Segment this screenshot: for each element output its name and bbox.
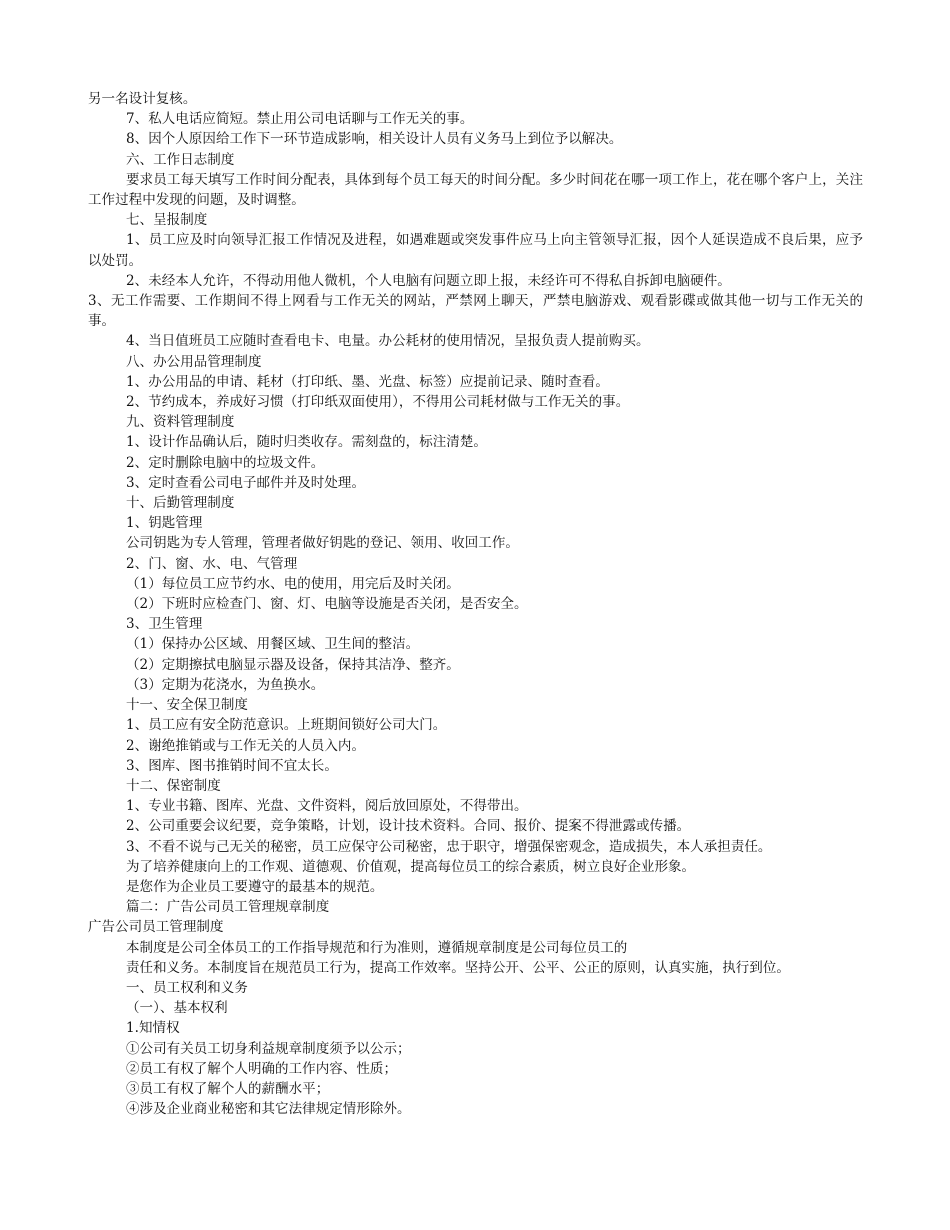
text-line: （1）每位员工应节约水、电的使用，用完后及时关闭。 xyxy=(126,575,460,592)
text-line: 8、因个人原因给工作下一环节造成影响，相关设计人员有义务马上到位予以解决。 xyxy=(126,131,623,148)
text-line: 2、定时删除电脑中的垃圾文件。 xyxy=(126,454,325,471)
text-line: 十、后勤管理制度 xyxy=(126,495,235,512)
text-line: ③员工有权了解个人的薪酬水平； xyxy=(126,1080,330,1097)
document-body xyxy=(88,89,863,1119)
text-line: （一）、基本权利 xyxy=(126,1000,228,1017)
text-line: 六、工作日志制度 xyxy=(126,151,235,168)
text-line: 十二、保密制度 xyxy=(126,777,221,794)
text-line: 2、未经本人允许，不得动用他人微机，个人电脑有问题立即上报，未经许可不得私自拆卸电脑硬件。 xyxy=(126,272,731,289)
text-line: ④涉及企业商业秘密和其它法律规定情形除外。 xyxy=(126,1101,411,1118)
text-line: 1、员工应有安全防范意识。上班期间锁好公司大门。 xyxy=(126,717,447,734)
text-line: 篇二：广告公司员工管理规章制度 xyxy=(126,899,330,916)
text-line: 为了培养健康向上的工作观、道德观、价值观，提高每位员工的综合素质，树立良好企业形象。 xyxy=(126,858,696,875)
text-line: 3、图库、图书推销时间不宜太长。 xyxy=(126,757,338,774)
text-line: 是您作为企业员工要遵守的最基本的规范。 xyxy=(126,878,384,895)
text-line: 十一、安全保卫制度 xyxy=(126,697,248,714)
text-line: 7、私人电话应简短。禁止用公司电话聊与工作无关的事。 xyxy=(126,111,474,128)
text-line: 1、办公用品的申请、耗材（打印纸、墨、光盘、标签）应提前记录、随时查看。 xyxy=(126,373,609,390)
text-line: 另一名设计复核。 xyxy=(88,91,197,107)
text-line: 3、无工作需要、工作期间不得上网看与工作无关的网站，严禁网上聊天，严禁电脑游戏、观看影碟或做其他一切与工作无关的事。 xyxy=(88,293,863,330)
text-line: 七、呈报制度 xyxy=(126,212,208,229)
text-line: 2、谢绝推销或与工作无关的人员入内。 xyxy=(126,737,365,754)
text-line: ①公司有关员工切身利益规章制度须予以公示； xyxy=(126,1040,411,1057)
text-line: 3、定时查看公司电子邮件并及时处理。 xyxy=(126,474,365,491)
text-line: 公司钥匙为专人管理，管理者做好钥匙的登记、领用、收回工作。 xyxy=(126,535,519,552)
text-line: 2、节约成本，养成好习惯（打印纸双面使用），不得用公司耗材做与工作无关的事。 xyxy=(126,394,630,411)
text-line: 八、办公用品管理制度 xyxy=(126,353,262,370)
text-line: 4、当日值班员工应随时查看电卡、电量。办公耗材的使用情况，呈报负责人提前购买。 xyxy=(126,333,650,350)
text-line: ②员工有权了解个人明确的工作内容、性质； xyxy=(126,1060,397,1077)
text-line: 1.知情权 xyxy=(126,1020,180,1037)
text-line: 九、资料管理制度 xyxy=(126,414,235,431)
text-line: （1）保持办公区域、用餐区域、卫生间的整洁。 xyxy=(126,636,420,653)
text-line: 1、设计作品确认后，随时归类收存。需刻盘的，标注清楚。 xyxy=(126,434,487,451)
text-line: 责任和义务。本制度旨在规范员工行为，提高工作效率。坚持公开、公平、公正的原则，认真实施，执行到位。 xyxy=(126,959,790,976)
text-line: 广告公司员工管理制度 xyxy=(88,919,224,936)
text-line: （3）定期为花浇水，为鱼换水。 xyxy=(126,676,325,693)
text-line: 本制度是公司全体员工的工作指导规范和行为准则，遵循规章制度是公司每位员工的 xyxy=(126,939,628,956)
text-line: 2、门、窗、水、电、气管理 xyxy=(126,555,298,572)
text-line: 1、钥匙管理 xyxy=(126,515,203,532)
text-line: （2）下班时应检查门、窗、灯、电脑等设施是否关闭，是否安全。 xyxy=(126,596,528,613)
text-line: 2、公司重要会议纪要，竞争策略，计划，设计技术资料。合同、报价、提案不得泄露或传播。 xyxy=(126,818,691,835)
text-line: （2）定期擦拭电脑显示器及设备，保持其洁净、整齐。 xyxy=(126,656,460,673)
text-line: 3、不看不说与己无关的秘密，员工应保守公司秘密，忠于职守，增强保密观念，造成损失，本人承担责任。 xyxy=(126,838,772,855)
text-line: 1、员工应及时向领导汇报工作情况及进程，如遇难题或突发事件应马上向主管领导汇报，因个人延误造成不良后果，应予以处罚。 xyxy=(88,232,863,269)
text-line: 一、员工权利和义务 xyxy=(126,979,248,996)
text-line: 3、卫生管理 xyxy=(126,616,203,633)
text-line: 要求员工每天填写工作时间分配表，具体到每个员工每天的时间分配。多少时间花在哪一项工作上，花在哪个客户上，关注工作过程中发现的问题，及时调整。 xyxy=(88,171,863,209)
text-line: 1、专业书籍、图库、光盘、文件资料，阅后放回原处，不得带出。 xyxy=(126,798,528,815)
